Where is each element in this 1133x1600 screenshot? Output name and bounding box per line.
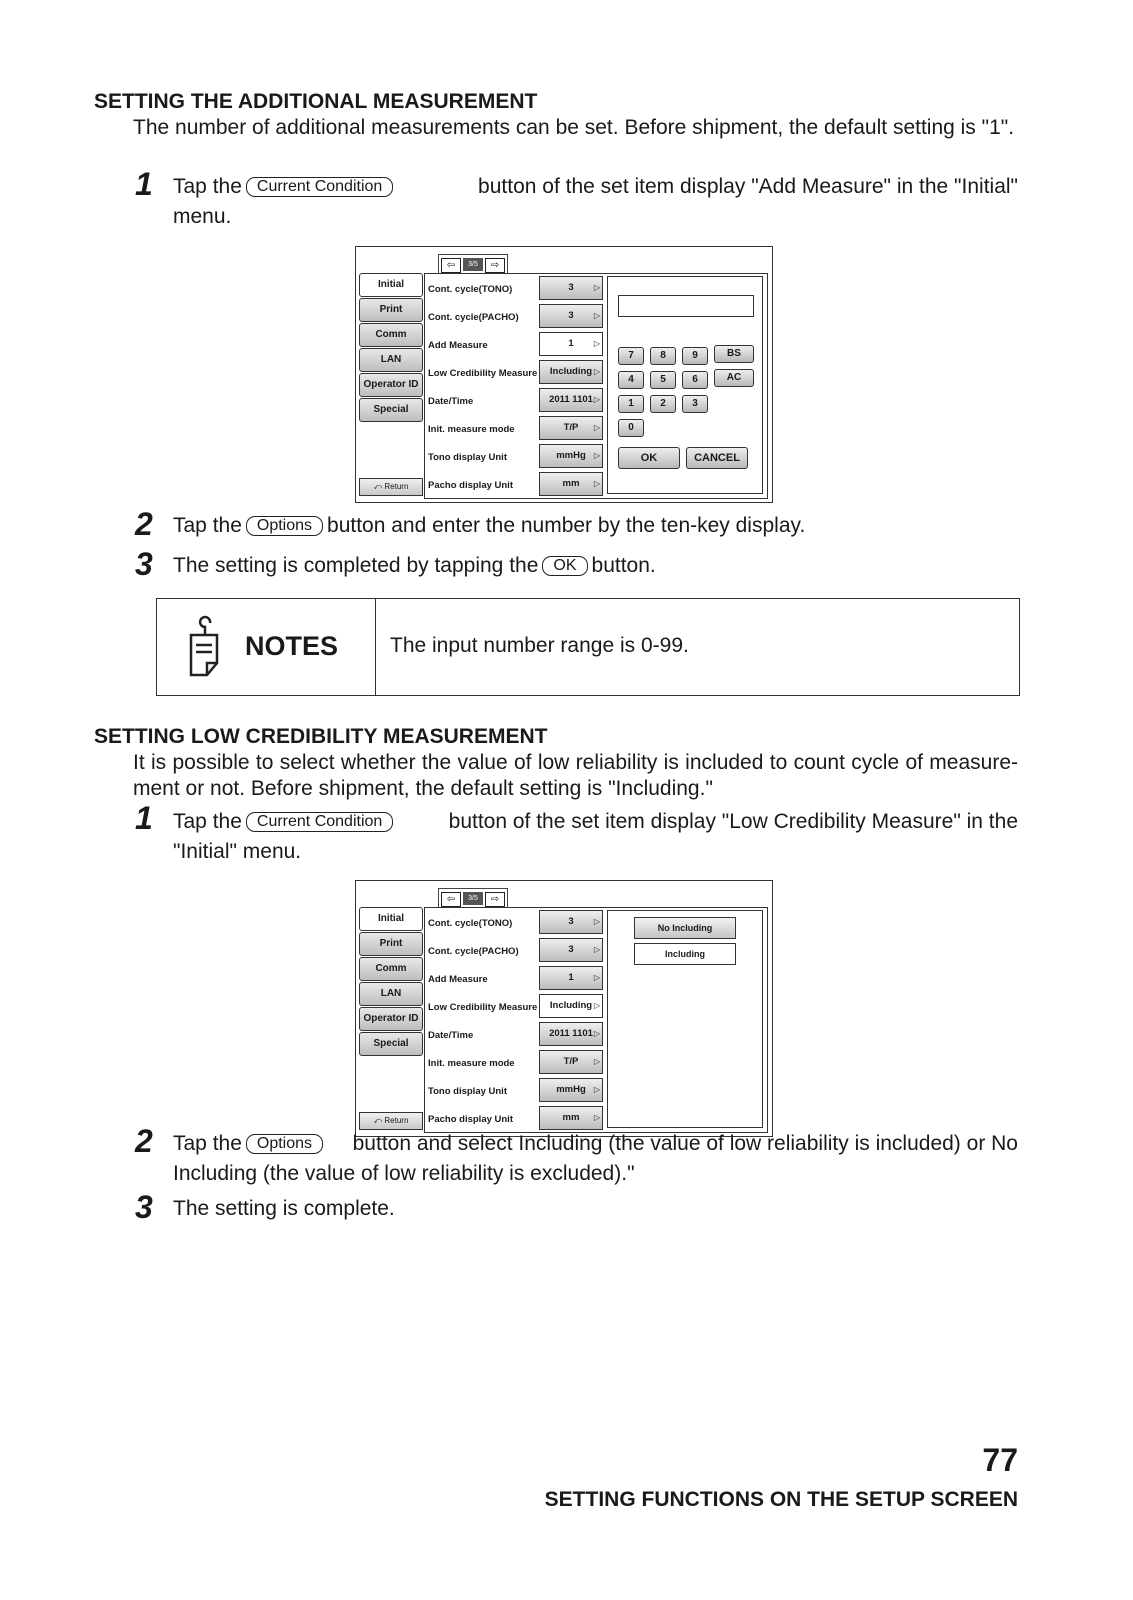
row-label: Add Measure (428, 974, 488, 985)
row-value-button[interactable]: 1 ▷ (539, 966, 603, 990)
next-page-icon[interactable]: ⇨ (485, 892, 505, 907)
options-button: Options (246, 1134, 323, 1154)
tab-operator-id[interactable]: Operator ID (359, 373, 423, 397)
ok-pill: OK (542, 556, 587, 576)
step-text: The setting is completed by tapping the OK button. (173, 554, 656, 577)
row-value-button[interactable]: 3 ▷ (539, 910, 603, 934)
arrow-right-icon: ▷ (593, 917, 600, 926)
tab-operator-id[interactable]: Operator ID (359, 1007, 423, 1031)
row-label: Tono display Unit (428, 1086, 507, 1097)
key-ac[interactable]: AC (714, 369, 754, 387)
number-display-input[interactable] (618, 295, 754, 317)
key-0[interactable]: 0 (618, 419, 644, 437)
arrow-right-icon: ▷ (593, 311, 600, 320)
cancel-button[interactable]: CANCEL (686, 447, 748, 469)
step-number: 3 (135, 1189, 153, 1225)
page-navigator (438, 888, 508, 909)
row-value-button[interactable]: 3 ▷ (539, 304, 603, 328)
step-text: Tap the Options button and select Including (the value of low reliability is included) or No Including (the value of low reliability is excluded)." (173, 1129, 1018, 1189)
step-text: The setting is complete. (173, 1197, 395, 1220)
tab-print[interactable]: Print (359, 298, 423, 322)
key-4[interactable]: 4 (618, 371, 644, 389)
next-page-icon[interactable]: ⇨ (485, 258, 505, 273)
row-value-button[interactable]: 3 ▷ (539, 276, 603, 300)
page-indicator: 3/5 (463, 258, 483, 271)
key-3[interactable]: 3 (682, 395, 708, 413)
row-value-button[interactable]: 2011 1101 ▷ (539, 1022, 603, 1046)
setup-screen-options (355, 880, 773, 1137)
arrow-right-icon: ▷ (593, 395, 600, 404)
options-panel (607, 910, 763, 1128)
step-number: 3 (135, 546, 153, 582)
row-label: Low Credibility Measure (428, 1002, 538, 1013)
step-text-line2: menu. (173, 205, 232, 228)
row-value-button[interactable]: T/P ▷ (539, 416, 603, 440)
tab-initial[interactable]: Initial (359, 907, 423, 931)
row-value-button[interactable]: mmHg ▷ (539, 444, 603, 468)
arrow-right-icon: ▷ (593, 1001, 600, 1010)
arrow-right-icon: ▷ (593, 451, 600, 460)
row-label: Init. measure mode (428, 424, 515, 435)
step-number: 2 (135, 506, 153, 542)
arrow-right-icon: ▷ (593, 1057, 600, 1066)
arrow-right-icon: ▷ (593, 1029, 600, 1038)
row-value-button[interactable]: 1 ▷ (539, 332, 603, 356)
key-6[interactable]: 6 (682, 371, 708, 389)
tab-comm[interactable]: Comm (359, 323, 423, 347)
arrow-right-icon: ▷ (593, 1085, 600, 1094)
step-text: Tap the Current Condition button of the set item display "Low Credibility Measure" in the "Initial" menu. (173, 807, 1018, 867)
row-value-button[interactable]: Including ▷ (539, 360, 603, 384)
step-number: 1 (135, 166, 153, 202)
key-9[interactable]: 9 (682, 347, 708, 365)
step-text-line2: "Initial" menu. (173, 840, 302, 863)
notes-label-cell (157, 599, 376, 695)
page-navigator (438, 254, 508, 275)
notepad-icon (185, 615, 229, 677)
row-value-button[interactable]: 2011 1101 ▷ (539, 388, 603, 412)
row-label: Cont. cycle(PACHO) (428, 312, 519, 323)
step-text (173, 172, 1018, 232)
step-number: 2 (135, 1123, 153, 1159)
arrow-right-icon: ▷ (593, 945, 600, 954)
return-button[interactable]: ⤺ Return (359, 1112, 423, 1130)
arrow-right-icon: ▷ (593, 973, 600, 982)
row-label: Pacho display Unit (428, 480, 513, 491)
tab-comm[interactable]: Comm (359, 957, 423, 981)
tab-special[interactable]: Special (359, 398, 423, 422)
notes-box (156, 598, 1020, 696)
row-label: Date/Time (428, 1030, 474, 1041)
row-value-button[interactable]: mm ▷ (539, 472, 603, 496)
option-no-including[interactable]: No Including (634, 917, 736, 939)
key-8[interactable]: 8 (650, 347, 676, 365)
row-label: Add Measure (428, 340, 488, 351)
row-label: Tono display Unit (428, 452, 507, 463)
row-value-button[interactable]: mm ▷ (539, 1106, 603, 1130)
section-heading-low-credibility: SETTING LOW CREDIBILITY MEASUREMENT (94, 725, 548, 748)
row-label: Cont. cycle(PACHO) (428, 946, 519, 957)
tab-initial[interactable]: Initial (359, 273, 423, 297)
row-label: Cont. cycle(TONO) (428, 918, 513, 929)
row-value-button[interactable]: 3 ▷ (539, 938, 603, 962)
options-button: Options (246, 516, 323, 536)
arrow-right-icon: ▷ (593, 1113, 600, 1122)
step-text-post: button of the set item display "Add Measure" in the "Initial" (478, 175, 1018, 198)
prev-page-icon[interactable]: ⇦ (441, 892, 461, 907)
row-label: Date/Time (428, 396, 474, 407)
section-intro: It is possible to select whether the value of low reliability is included to count cycle of measure-ment or not. Before shipment, the default setting is "Including." (133, 751, 1018, 800)
ok-button[interactable]: OK (618, 447, 680, 469)
row-value-button[interactable]: Including ▷ (539, 994, 603, 1018)
row-label: Pacho display Unit (428, 1114, 513, 1125)
key-bs[interactable]: BS (714, 345, 754, 363)
arrow-right-icon: ▷ (593, 423, 600, 432)
step-text: Tap the Options button and enter the number by the ten-key display. (173, 514, 806, 537)
ten-key-panel (607, 276, 763, 494)
key-5[interactable]: 5 (650, 371, 676, 389)
option-including[interactable]: Including (634, 943, 736, 965)
section-intro: The number of additional measurements can be set. Before shipment, the default setting is "1". (133, 116, 1015, 139)
row-label: Init. measure mode (428, 1058, 515, 1069)
page-number: 77 (982, 1442, 1018, 1478)
settings-list (424, 907, 768, 1133)
section-heading-additional-measurement: SETTING THE ADDITIONAL MEASUREMENT (94, 90, 538, 113)
page-indicator: 3/5 (463, 892, 483, 905)
row-label: Cont. cycle(TONO) (428, 284, 513, 295)
prev-page-icon[interactable]: ⇦ (441, 258, 461, 273)
step-number: 1 (135, 800, 153, 836)
tab-special[interactable]: Special (359, 1032, 423, 1056)
row-label: Low Credibility Measure (428, 368, 538, 379)
arrow-right-icon: ▷ (593, 479, 600, 488)
step-text-pre: Tap the (173, 175, 242, 198)
row-value-button[interactable]: mmHg ▷ (539, 1078, 603, 1102)
row-value-button[interactable]: T/P ▷ (539, 1050, 603, 1074)
setup-screen-ten-key (355, 246, 773, 503)
arrow-right-icon: ▷ (593, 367, 600, 376)
return-button[interactable]: ⤺ Return (359, 478, 423, 496)
tab-lan[interactable]: LAN (359, 348, 423, 372)
notes-label: NOTES (245, 631, 339, 661)
step-text-line2: Including (the value of low reliability is excluded)." (173, 1162, 635, 1185)
settings-list (424, 273, 768, 499)
arrow-right-icon: ▷ (593, 339, 600, 348)
notes-text: The input number range is 0-99. (390, 634, 689, 657)
footer-title: SETTING FUNCTIONS ON THE SETUP SCREEN (544, 1488, 1018, 1511)
tab-print[interactable]: Print (359, 932, 423, 956)
key-2[interactable]: 2 (650, 395, 676, 413)
arrow-right-icon: ▷ (593, 283, 600, 292)
current-condition-button: Current Condition (246, 177, 393, 197)
key-1[interactable]: 1 (618, 395, 644, 413)
key-7[interactable]: 7 (618, 347, 644, 365)
tab-lan[interactable]: LAN (359, 982, 423, 1006)
current-condition-button: Current Condition (246, 812, 393, 832)
